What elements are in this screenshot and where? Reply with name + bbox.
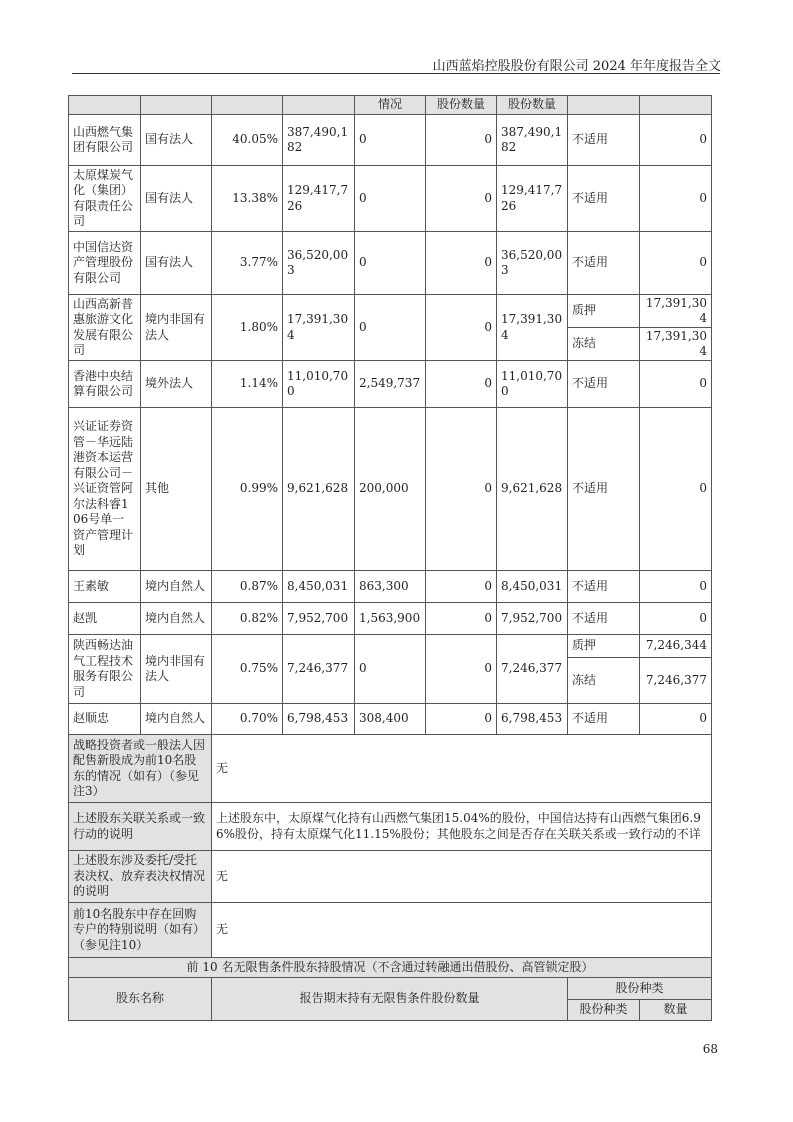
table-row — [69, 571, 712, 603]
pledge-qty: 0 — [640, 166, 712, 232]
holder-restricted: 0 — [426, 603, 497, 635]
holder-pct: 13.38% — [212, 166, 283, 232]
table-row — [69, 361, 712, 408]
col-unrestricted-qty: 报告期末持有无限售条件股份数量 — [212, 978, 568, 1021]
note-label: 战略投资者或一般法人因配售新股成为前10名股东的情况（如有）（参见注3） — [69, 735, 212, 803]
header-cell: 股份数量 — [497, 96, 568, 115]
holder-shares: 11,010,700 — [283, 361, 355, 408]
holder-pct: 1.14% — [212, 361, 283, 408]
holder-pct: 40.05% — [212, 115, 283, 166]
holder-name: 太原煤炭气化（集团）有限责任公司 — [69, 166, 141, 232]
holder-shares: 36,520,003 — [283, 232, 355, 295]
holder-unrestricted: 11,010,700 — [497, 361, 568, 408]
note-row — [69, 851, 712, 903]
holder-name: 山西燃气集团有限公司 — [69, 115, 141, 166]
holder-restricted: 0 — [426, 704, 497, 735]
holder-nature: 国有法人 — [141, 115, 212, 166]
holder-unrestricted: 7,246,377 — [497, 635, 568, 704]
holder-restricted: 0 — [426, 635, 497, 704]
freeze-qty: 17,391,304 — [640, 328, 712, 361]
holder-pct: 1.80% — [212, 295, 283, 361]
holder-shares: 387,490,182 — [283, 115, 355, 166]
holder-unrestricted: 129,417,726 — [497, 166, 568, 232]
note-value: 无 — [212, 735, 712, 803]
holder-name: 陕西畅达油气工程技术服务有限公司 — [69, 635, 141, 704]
pledge-qty: 0 — [640, 232, 712, 295]
shareholder-table — [68, 95, 712, 1021]
freeze-status: 冻结 — [568, 658, 640, 704]
holder-name: 山西高新普惠旅游文化发展有限公司 — [69, 295, 141, 361]
pledge-status: 不适用 — [568, 571, 640, 603]
note-label: 前10名股东中存在回购专户的特别说明（如有）（参见注10） — [69, 903, 212, 958]
table-row — [69, 295, 712, 328]
holder-change: 2,549,737 — [355, 361, 426, 408]
holder-nature: 境内非国有法人 — [141, 295, 212, 361]
holder-name: 赵凯 — [69, 603, 141, 635]
holder-change: 0 — [355, 166, 426, 232]
col-share-type-sub: 股份种类 — [568, 1000, 640, 1021]
holder-restricted: 0 — [426, 571, 497, 603]
holder-pct: 0.70% — [212, 704, 283, 735]
holder-shares: 129,417,726 — [283, 166, 355, 232]
holder-pct: 3.77% — [212, 232, 283, 295]
holder-change: 0 — [355, 295, 426, 361]
holder-unrestricted: 7,952,700 — [497, 603, 568, 635]
holder-change: 200,000 — [355, 408, 426, 571]
holder-change: 1,563,900 — [355, 603, 426, 635]
col-shareholder-name: 股东名称 — [69, 978, 212, 1021]
table-header-row — [69, 96, 712, 115]
note-label: 上述股东关联关系或一致行动的说明 — [69, 803, 212, 851]
holder-change: 0 — [355, 115, 426, 166]
holder-unrestricted: 387,490,182 — [497, 115, 568, 166]
header-divider — [72, 73, 720, 74]
pledge-status: 不适用 — [568, 704, 640, 735]
freeze-status: 冻结 — [568, 328, 640, 361]
pledge-status: 不适用 — [568, 408, 640, 571]
holder-change: 308,400 — [355, 704, 426, 735]
holder-name: 中国信达资产管理股份有限公司 — [69, 232, 141, 295]
holder-nature: 境外法人 — [141, 361, 212, 408]
holder-unrestricted: 9,621,628 — [497, 408, 568, 571]
table-row — [69, 603, 712, 635]
holder-pct: 0.75% — [212, 635, 283, 704]
holder-pct: 0.82% — [212, 603, 283, 635]
pledge-status: 不适用 — [568, 361, 640, 408]
report-title: 山西蓝焰控股股份有限公司 2024 年年度报告全文 — [432, 59, 721, 74]
note-row — [69, 735, 712, 803]
note-row — [69, 903, 712, 958]
holder-nature: 国有法人 — [141, 232, 212, 295]
table-row — [69, 408, 712, 571]
holder-name: 兴证证券资管－华远陆港资本运营有限公司－兴证资管阿尔法科睿106号单一资产管理计划 — [69, 408, 141, 571]
pledge-qty: 0 — [640, 408, 712, 571]
freeze-qty: 7,246,377 — [640, 658, 712, 704]
pledge-status: 不适用 — [568, 603, 640, 635]
pledge-qty: 0 — [640, 704, 712, 735]
holder-nature: 境内自然人 — [141, 704, 212, 735]
pledge-status: 不适用 — [568, 232, 640, 295]
holder-name: 赵顺忠 — [69, 704, 141, 735]
note-value: 无 — [212, 903, 712, 958]
holder-unrestricted: 8,450,031 — [497, 571, 568, 603]
header-cell: 股份数量 — [426, 96, 497, 115]
holder-restricted: 0 — [426, 295, 497, 361]
holder-pct: 0.99% — [212, 408, 283, 571]
note-row — [69, 803, 712, 851]
holder-change: 0 — [355, 232, 426, 295]
holder-restricted: 0 — [426, 115, 497, 166]
pledge-qty: 0 — [640, 115, 712, 166]
pledge-status: 不适用 — [568, 115, 640, 166]
pledge-status: 质押 — [568, 295, 640, 328]
holder-restricted: 0 — [426, 232, 497, 295]
holder-name: 香港中央结算有限公司 — [69, 361, 141, 408]
holder-shares: 8,450,031 — [283, 571, 355, 603]
holder-shares: 7,952,700 — [283, 603, 355, 635]
holder-shares: 6,798,453 — [283, 704, 355, 735]
holder-nature: 境内自然人 — [141, 603, 212, 635]
table-row — [69, 232, 712, 295]
note-value: 上述股东中，太原煤气化持有山西燃气集团15.04%的股份，中国信达持有山西燃气集团6.96%股份，持有太原煤气化11.15%股份；其他股东之间是否存在关联关系或一致行动的不详 — [212, 803, 712, 851]
holder-change: 863,300 — [355, 571, 426, 603]
table-row — [69, 635, 712, 658]
holder-nature: 境内非国有法人 — [141, 635, 212, 704]
table-row — [69, 704, 712, 735]
holder-pct: 0.87% — [212, 571, 283, 603]
page-number: 68 — [702, 1042, 718, 1056]
pledge-status: 质押 — [568, 635, 640, 658]
holder-name: 王素敏 — [69, 571, 141, 603]
pledge-qty: 0 — [640, 361, 712, 408]
holder-restricted: 0 — [426, 408, 497, 571]
holder-restricted: 0 — [426, 361, 497, 408]
holder-nature: 国有法人 — [141, 166, 212, 232]
section-title: 前 10 名无限售条件股东持股情况（不含通过转融通出借股份、高管锁定股） — [69, 958, 712, 978]
pledge-qty: 7,246,344 — [640, 635, 712, 658]
holder-unrestricted: 6,798,453 — [497, 704, 568, 735]
table-row — [69, 115, 712, 166]
holder-shares: 7,246,377 — [283, 635, 355, 704]
pledge-qty: 0 — [640, 603, 712, 635]
pledge-qty: 17,391,304 — [640, 295, 712, 328]
col-share-type: 股份种类 — [568, 978, 712, 1000]
note-label: 上述股东涉及委托/受托表决权、放弃表决权情况的说明 — [69, 851, 212, 903]
holder-change: 0 — [355, 635, 426, 704]
holder-nature: 境内自然人 — [141, 571, 212, 603]
holder-shares: 17,391,304 — [283, 295, 355, 361]
pledge-status: 不适用 — [568, 166, 640, 232]
section-title-row — [69, 958, 712, 978]
col-share-qty-sub: 数量 — [640, 1000, 712, 1021]
holder-shares: 9,621,628 — [283, 408, 355, 571]
header-cell: 情况 — [355, 96, 426, 115]
pledge-qty: 0 — [640, 571, 712, 603]
holder-nature: 其他 — [141, 408, 212, 571]
holder-unrestricted: 36,520,003 — [497, 232, 568, 295]
note-value: 无 — [212, 851, 712, 903]
section-header-row — [69, 978, 712, 1000]
holder-restricted: 0 — [426, 166, 497, 232]
holder-unrestricted: 17,391,304 — [497, 295, 568, 361]
table-row — [69, 166, 712, 232]
